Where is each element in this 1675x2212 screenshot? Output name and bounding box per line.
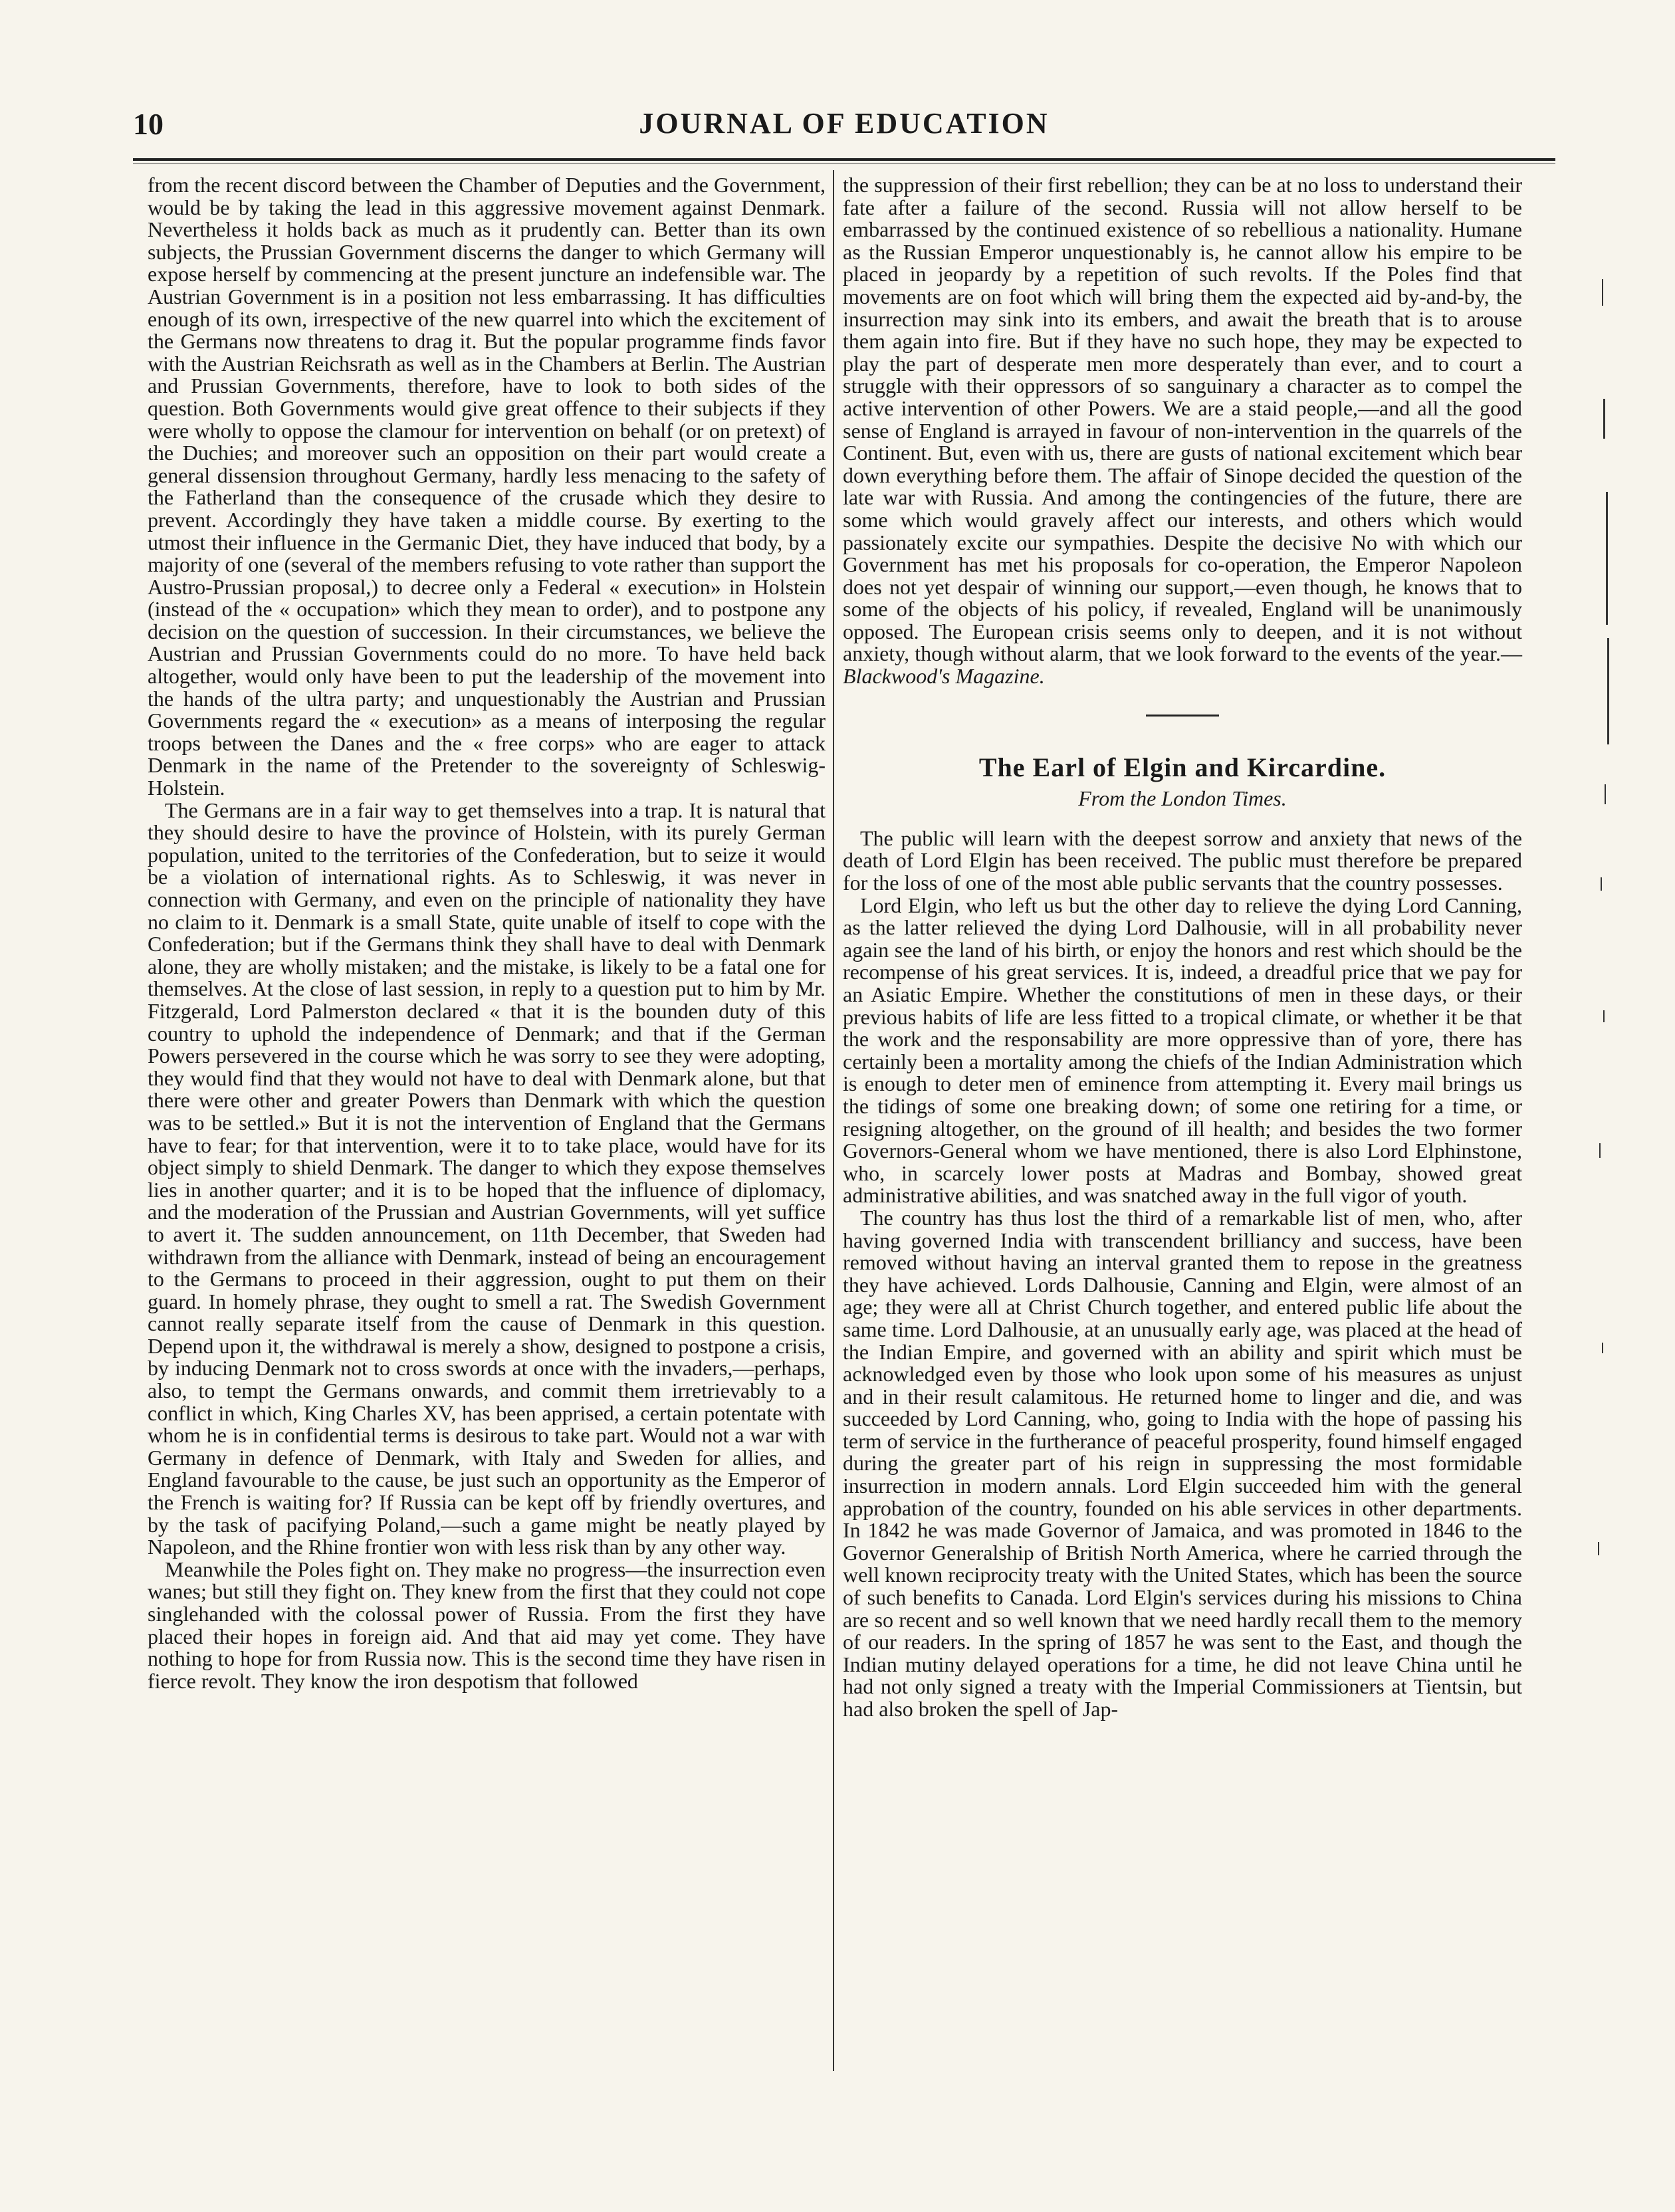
article-title: The Earl of Elgin and Kircardine. [978, 752, 1387, 782]
article-paragraph-3: The country has thus lost the third of a remarkable list of men, who, after having governed India with transcendent brilliancy and success, have been removed without having an interval granted them to repose in the greatness they have achieved. Lords Dalhousie, Canning and Elgin, were almost of an age; they were all at Christ Church together, and entered public life about the same time. Lord Dalhousie, at an unusually early age, was placed at the head of the Indian Empire, and governed with an ability and spirit which must be acknowledged even by those who look upon some of his measures as unjust and in their result calamitous. He returned home to linger and die, and was succeeded by Lord Canning, who, going to India with the hope of passing his term of service in the furtherance of peaceful prosperity, found himself engaged during the greater part of his reign in suppressing the most formidable insurrection in modern annals. Lord Elgin succeeded him with the general approbation of the country, founded on his able services in other departments. In 1842 he was made Governor of Jamaica, and was promoted in 1846 to the Governor Generalship of British North America, where he carried through the well known reciprocity treaty with the United States, which has been the source of such benefits to Canada. Lord Elgin's services during his missions to China are so recent and so well known that we need hardly recall them to the memory of our readers. In the spring of 1857 he was sent to the East, and though the Indian mutiny delayed operations for a time, he did not leave China until he had not only signed a treaty with the Imperial Commissioners at Tientsin, but had also broken the spell of Jap- [843, 1205, 1522, 1721]
journal-title: JOURNAL OF EDUCATION [639, 107, 1050, 140]
header-rule [133, 158, 1555, 161]
page-number: 10 [133, 107, 164, 141]
left-paragraph-1: from the recent discord between the Chamber of Deputies and the Government, would be by taking the lead in this aggressive movement against Denmark. Nevertheless it holds back as much as it prudently can. Better than its own subjects, the Prussian Government discerns the danger to which Germany will expose herself by commencing at the present juncture an indefensible war. The Austrian Government is in a position not less embarrassing. It has difficulties enough of its own, irrespective of the new quarrel into which the excitement of the Germans now threatens to drag it. But the popular programme finds favor with the Austrian Reichsrath as well as in the Chambers at Berlin. The Austrian and Prussian Governments, therefore, have to look to both sides of the question. Both Governments would give great offence to their subjects if they were wholly to oppose the clamour for intervention on behalf (or on pretext) of the Duchies; and moreover such an opposition on their part would create a general dissension throughout Germany, hardly less menacing to the safety of the Fatherland than the consequence of the crusade which they desire to prevent. Accordingly they have taken a middle course. By exerting to the utmost their influence in the Germanic Diet, they have induced that body, by a majority of one (several of the members refusing to vote rather than support the Austro-Prussian proposal,) to decree only a Federal « execution» in Holstein (instead of the « occupation» which they mean to order), and to postpone any decision on the question of succession. In their circumstances, we believe the Austrian and Prussian Governments could do no more. To have held back altogether, would only have been to put the leadership of the movement into the hands of the ultra party; and unquestionably the Austrian and Prussian Governments regard the « execution» as a means of interposing the regular troops between the Danes and the « free corps» who are eager to attack Denmark in the name of the Pretender to the sovereignty of Schleswig-Holstein. [148, 173, 826, 800]
left-paragraph-2: The Germans are in a fair way to get themselves into a trap. It is natural that they should desire to have the province of Holstein, with its purely German population, united to the territories of the Confederation, but to seize it would be a violation of international rights. As to Schleswig, it was never in connection with Germany, and even on the principle of nationality they have no claim to it. Denmark is a small State, quite unable of itself to cope with the Confederation; but if the Germans think they shall have to deal with Denmark alone, they are wholly mistaken; and the mistake, is likely to be a fatal one for themselves. At the close of last session, in reply to a question put to him by Mr. Fitzgerald, Lord Palmerston declared « that it is the bounden duty of this country to uphold the independence of Denmark; and that if the German Powers persevered in the course which he was sorry to see they were adopting, they would find that they would not have to deal with Denmark alone, but that there were other and greater Powers than Denmark with which the question was to be settled.» But it is not the intervention of England that the Germans have to fear; for that intervention, were it to to take place, would have for its object simply to shield Denmark. The danger to which they expose themselves lies in another quarter; and it is to be hoped that the influence of diplomacy, and the moderation of the Prussian and Austrian Governments, will yet suffice to avert it. The sudden announcement, on 11th December, that Sweden had withdrawn from the alliance with Denmark, instead of being an encouragement to the Germans to proceed in their aggression, ought to put them on their guard. In homely phrase, they ought to smell a rat. The Swedish Government cannot really separate itself from the cause of Denmark in this question. Depend upon it, the withdrawal is merely a show, designed to postpone a crisis, by inducing Denmark not to cross swords at once with the invaders,—perhaps, also, to tempt the Germans onwards, and commit them irretrievably to a conflict in which, King Charles XV, has been apprised, a certain potentate with whom he is in confidential terms is desirous to take part. Would not a war with Germany in defence of Denmark, with Italy and Sweden for allies, and England favourable to the cause, be just such an opportunity as the Emperor of the French is waiting for? If Russia can be kept off by friendly overtures, and by the task of pacifying Poland,—such a game might be neatly played by Napoleon, and the Rhine frontier won with less risk than by any other way. [148, 798, 826, 1559]
article-source: From the London Times. [1078, 786, 1287, 811]
section-separator [1146, 715, 1219, 717]
right-paragraph-1-text: the suppression of their first rebellion; they can be at no loss to understand their fate after a failure of the second. Russia will not allow herself to be embarrassed by the continued existence of so rebellious a nationality. Humane as the Russian Emperor unquestionably is, he cannot allow his empire to be placed in jeopardy by a repetition of such revolts. If the Poles find that movements are on foot which will bring them the expected aid by-and-by, the insurrection may sink into its embers, and await the breath that is to arouse them again into fire. But if they have no such hope, they may be expected to play the part of desperate men more desperately than ever, and to court a struggle with their oppressors of so sanguinary a character as to compel the active intervention of other Powers. We are a staid people,—and all the good sense of England is arrayed in favour of non-intervention in the quarrels of the Continent. But, even with us, there are gusts of national excitement which bear down everything before them. The affair of Sinope decided the question of the late war with Russia. And among the contingencies of the future, there are some which would gravely affect our interests, and others which would passionately excite our sympathies. Despite the decisive No with which our Government has met his proposals for co-operation, the Emperor Napoleon does not yet despair of winning our support,—even though, he knows that to some of the objects of his policy, if revealed, England will be unanimously opposed. The European crisis seems only to deepen, and it is not without anxiety, though without alarm, that we look forward to the events of the year.— [843, 173, 1522, 666]
right-paragraph-1 [843, 174, 1522, 688]
page-header [133, 106, 1555, 153]
left-paragraph-3: Meanwhile the Poles fight on. They make no progress—the insurrection even wanes; but still they fight on. They knew from the first that they could not cope singlehanded with the colossal power of Russia. From the first they have placed their hopes in foreign aid. And that aid may yet come. They have nothing to hope for from Russia now. This is the second time they have risen in fierce revolt. They know the iron despotism that followed [148, 1557, 826, 1693]
article-paragraph-1: The public will learn with the deepest sorrow and anxiety that news of the death of Lord Elgin has been received. The public must therefore be prepared for the loss of one of the most able public servants that the country possesses. [843, 826, 1522, 895]
citation: Blackwood's Magazine. [843, 664, 1045, 689]
margin-scan-marks [1586, 279, 1613, 1675]
right-column [843, 174, 1522, 1721]
article-paragraph-2: Lord Elgin, who left us but the other day to relieve the dying Lord Canning, as the latter relieved the dying Lord Dalhousie, will in all probability never again see the land of his birth, or enjoy the honors and rest which should be the recompense of his great services. It is, indeed, a dreadful price that we pay for an Asiatic Empire. Whether the constitutions of men in these days, or their previous habits of life are less fitted to a tropical climate, or whether it be that the work and the responsability are more oppressive than of yore, there has certainly been a mortality among the chiefs of the Indian Administration which is enough to deter men of eminence from attempting it. Every mail brings us the tidings of some one breaking down; of some one retiring for a time, or resigning altogether, on the ground of ill health; and besides the two former Governors-General whom we have mentioned, there is also Lord Elphinstone, who, in scarcely lower posts at Madras and Bombay, showed great administrative abilities, and was snatched away in the full vigor of youth. [843, 893, 1522, 1208]
left-column [148, 174, 826, 1692]
column-divider [833, 170, 834, 2071]
